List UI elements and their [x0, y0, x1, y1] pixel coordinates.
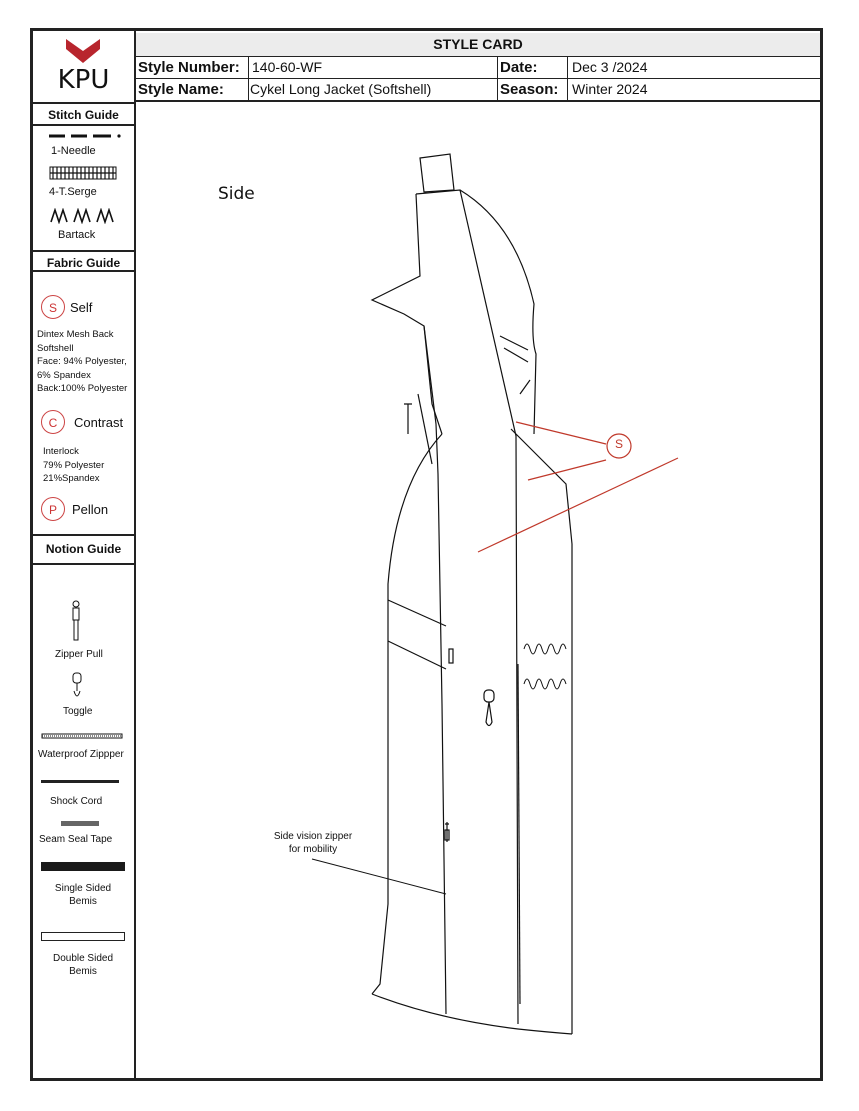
header-row-2: [136, 79, 820, 102]
style-name-label: Style Name:: [138, 81, 224, 98]
contrast-fabric-icon: C: [41, 410, 65, 434]
style-name-value: Cykel Long Jacket (Softshell): [250, 81, 432, 97]
header-row-1: [136, 57, 820, 79]
notion-zipper-pull: Zipper Pull: [55, 649, 103, 660]
shock-cord-icon: [41, 780, 119, 783]
self-fabric-desc: Dintex Mesh Back Softshell Face: 94% Polyester, 6% Spandex Back:100% Polyester: [37, 329, 128, 394]
pellon-fabric-icon: P: [41, 497, 65, 521]
date-value: Dec 3 /2024: [572, 59, 648, 75]
logo-text: KPU: [57, 65, 110, 95]
stitch-item-bartack: Bartack: [58, 229, 96, 241]
self-fabric-label: Self: [70, 300, 93, 315]
side-zipper-annotation: Side vision zipper for mobility: [273, 831, 353, 855]
self-fabric-icon: S: [41, 295, 65, 319]
guide-sidebar: [33, 104, 136, 1078]
notion-guide-title: Notion Guide: [33, 534, 134, 565]
self-callout-label: S: [614, 437, 623, 451]
waterproof-zipper-icon: [41, 732, 125, 740]
view-label: Side: [218, 184, 255, 204]
stitch-guide-title: Stitch Guide: [33, 104, 134, 126]
single-sided-bemis-icon: [41, 862, 125, 871]
style-card-frame: [30, 28, 823, 1081]
season-value: Winter 2024: [572, 81, 648, 97]
notion-single-sided-bemis: Single Sided Bemis: [54, 883, 112, 907]
notion-toggle: Toggle: [63, 706, 93, 717]
seam-seal-tape-icon: [61, 821, 99, 826]
style-number-label: Style Number:: [138, 59, 240, 76]
fabric-guide-title: Fabric Guide: [33, 250, 134, 272]
stitch-item-serge: 4-T.Serge: [49, 186, 97, 198]
notion-double-sided-bemis: Double Sided Bemis: [52, 953, 114, 977]
contrast-fabric-label: Contrast: [74, 415, 124, 430]
contrast-fabric-desc: Interlock 79% Polyester 21%Spandex: [43, 446, 105, 484]
season-label: Season:: [500, 81, 559, 98]
flat-drawing-area: [136, 104, 820, 1078]
date-label: Date:: [500, 59, 538, 76]
kpu-logo: [33, 31, 136, 104]
one-needle-stitch-icon: [47, 132, 127, 140]
notion-waterproof-zipper: Waterproof Zippper: [38, 749, 124, 760]
style-card-title: STYLE CARD: [136, 33, 820, 57]
double-sided-bemis-icon: [41, 932, 125, 941]
bartack-stitch-icon: [49, 208, 119, 224]
zipper-pull-icon: [69, 599, 83, 645]
pellon-fabric-label: Pellon: [72, 502, 109, 517]
notion-seam-seal-tape: Seam Seal Tape: [39, 834, 113, 845]
toggle-icon: [71, 671, 83, 703]
style-number-value: 140-60-WF: [252, 59, 323, 75]
notion-shock-cord: Shock Cord: [50, 796, 103, 807]
stitch-item-1-needle: 1-Needle: [51, 145, 96, 157]
serge-stitch-icon: [49, 165, 119, 181]
jacket-side-view-drawing: [136, 104, 820, 1078]
